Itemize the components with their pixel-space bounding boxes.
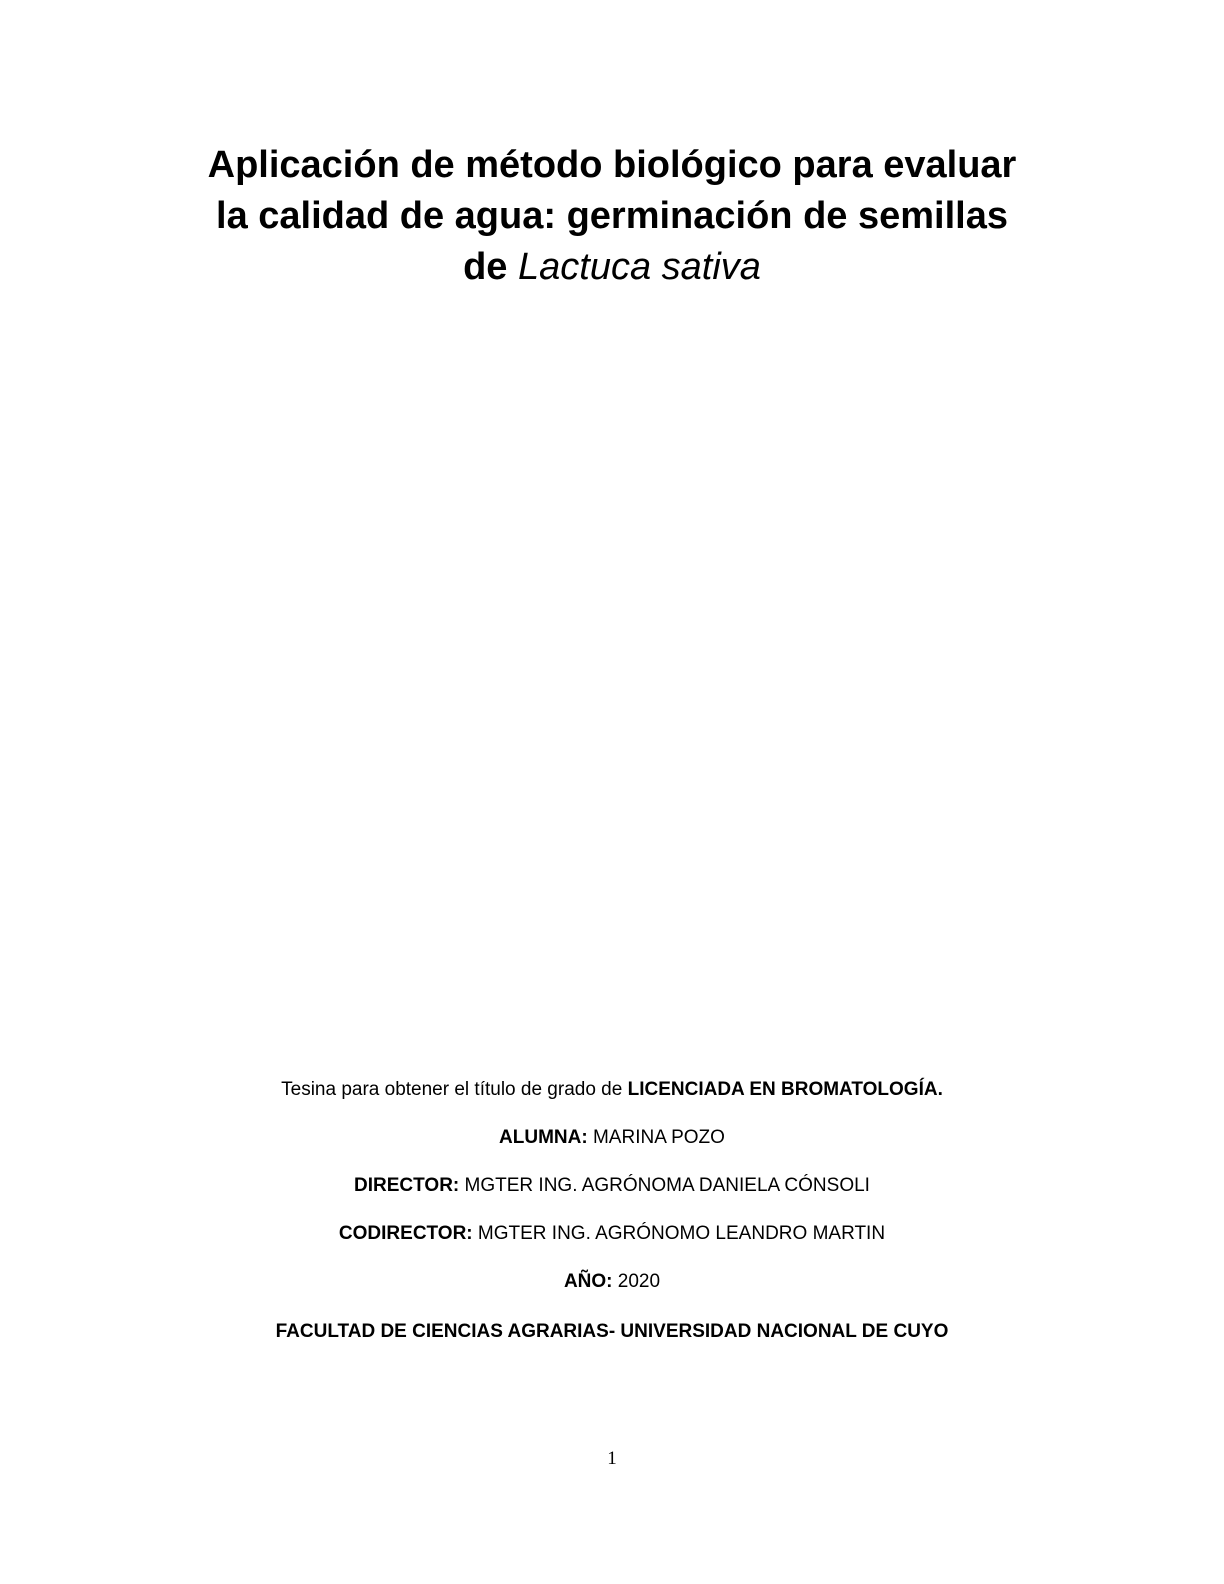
codirector-label: CODIRECTOR: <box>338 1223 473 1244</box>
director-line <box>0 1174 1224 1198</box>
title-line-3 <box>0 242 1224 293</box>
institution-line <box>0 1320 1224 1344</box>
degree-title: LICENCIADA EN BROMATOLOGÍA. <box>627 1079 943 1100</box>
document-title <box>0 140 1224 293</box>
year-line <box>0 1270 1224 1294</box>
director-label: DIRECTOR: <box>354 1175 460 1196</box>
page-number: 1 <box>607 1448 617 1469</box>
student-name: MARINA POZO <box>592 1127 725 1148</box>
title-line-2: la calidad de agua: germinación de semillas <box>216 195 1008 237</box>
degree-line <box>0 1078 1224 1102</box>
student-line <box>0 1126 1224 1150</box>
year-label: AÑO: <box>563 1271 613 1292</box>
codirector-name: MGTER ING. AGRÓNOMO LEANDRO MARTIN <box>477 1223 886 1244</box>
student-label: ALUMNA: <box>499 1127 588 1148</box>
title-line-3-prefix: de <box>463 246 508 288</box>
species-name: Lactuca sativa <box>518 246 761 288</box>
institution-name: FACULTAD DE CIENCIAS AGRARIAS- UNIVERSIDAD NACIONAL DE CUYO <box>275 1321 949 1342</box>
director-name: MGTER ING. AGRÓNOMA DANIELA CÓNSOLI <box>464 1175 870 1196</box>
codirector-line <box>0 1222 1224 1246</box>
degree-text: Tesina para obtener el título de grado de <box>281 1079 623 1100</box>
title-line-1: Aplicación de método biológico para evaluar <box>207 144 1017 186</box>
year-value: 2020 <box>617 1271 661 1292</box>
